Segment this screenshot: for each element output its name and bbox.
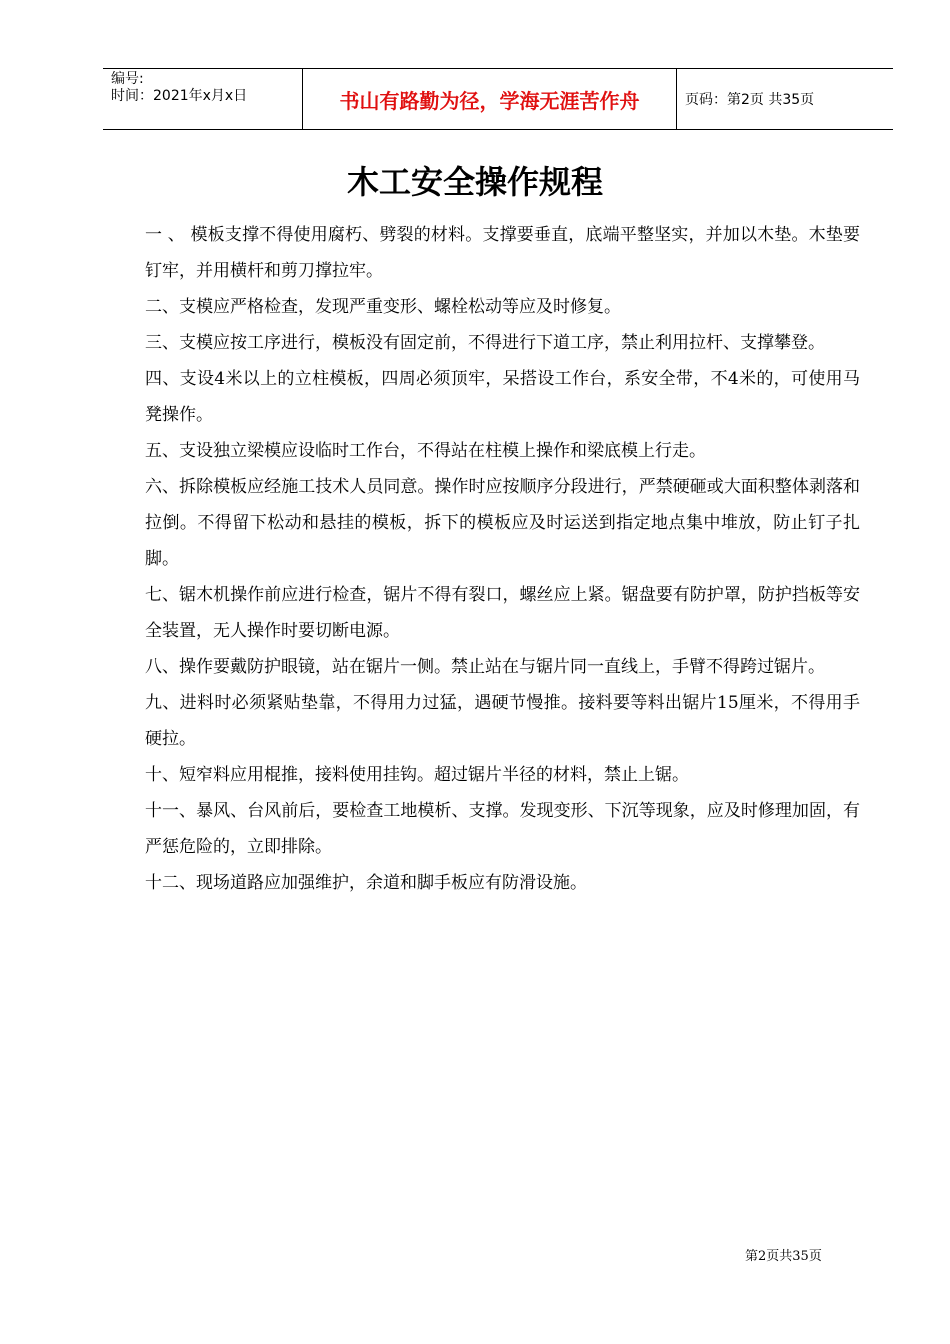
header-meta-cell (103, 69, 303, 129)
document-title: 木工安全操作规程 (346, 163, 603, 201)
paragraph: 三、支模应按工序进行，模板没有固定前，不得进行下道工序，禁止利用拉杆、支撑攀登。 (145, 333, 825, 353)
paragraph: 十二、现场道路应加强维护，余道和脚手板应有防滑设施。 (145, 873, 587, 893)
paragraph: 一 、 模板支撑不得使用腐朽、劈裂的材料。支撑要垂直，底端平整坚实，并加以木垫。木垫要钉牢，并用横杆和剪刀撑拉牢。 (145, 225, 860, 281)
paragraph: 九、进料时必须紧贴垫靠，不得用力过猛，遇硬节慢推。接料要等料出锯片15厘米，不得用手硬拉。 (145, 693, 860, 749)
header-page-info: 页码：第2页 共35页 (685, 92, 815, 108)
paragraph: 八、操作要戴防护眼镜，站在锯片一侧。禁止站在与锯片同一直线上，手臂不得跨过锯片。 (145, 657, 825, 677)
paragraph: 四、支设4米以上的立柱模板，四周必须顶牢，呆搭设工作台，系安全带，不4米的，可使用马凳操作。 (145, 369, 860, 425)
document-body (145, 217, 860, 901)
page-header (103, 68, 893, 130)
header-motto: 书山有路勤为径，学海无涯苦作舟 (303, 69, 677, 129)
paragraph: 六、拆除模板应经施工技术人员同意。操作时应按顺序分段进行，严禁硬砸或大面积整体剥落和拉倒。不得留下松动和悬挂的模板，拆下的模板应及时运送到指定地点集中堆放，防止钉子扎脚。 (145, 477, 860, 569)
paragraph: 二、支模应严格检查，发现严重变形、螺栓松动等应及时修复。 (145, 297, 621, 317)
paragraph: 十一、暴风、台风前后，要检查工地模析、支撑。发现变形、下沉等现象，应及时修理加固，有严惩危险的，立即排除。 (145, 801, 860, 857)
paragraph: 五、支设独立梁模应设临时工作台，不得站在柱模上操作和梁底模上行走。 (145, 441, 706, 461)
paragraph: 七、锯木机操作前应进行检查，锯片不得有裂口，螺丝应上紧。锯盘要有防护罩，防护挡板等安全装置，无人操作时要切断电源。 (145, 585, 860, 641)
page-footer: 第2页共35页 (745, 1249, 822, 1264)
document-number-label: 编号: (111, 71, 144, 87)
paragraph: 十、短窄料应用棍推，接料使用挂钩。超过锯片半径的材料，禁止上锯。 (145, 765, 689, 785)
document-time-label: 时间：2021年x月x日 (111, 88, 248, 104)
